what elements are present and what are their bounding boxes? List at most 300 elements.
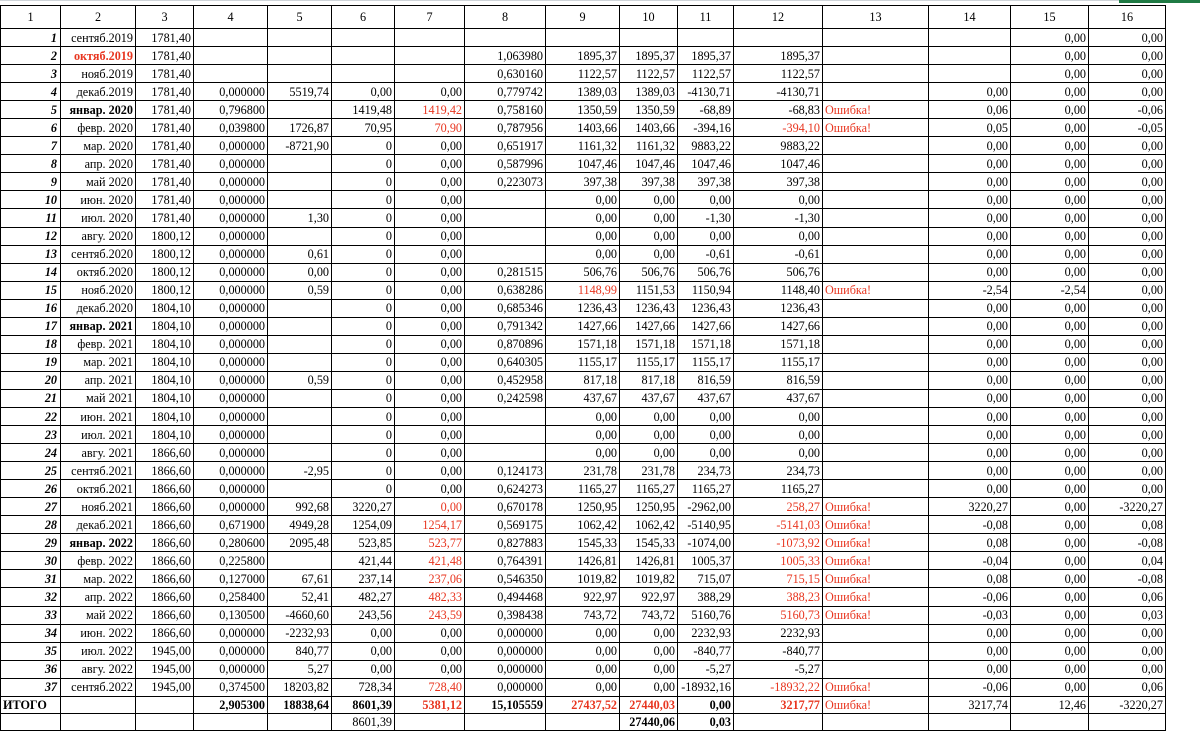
table-cell[interactable]: 397,38 — [620, 173, 678, 191]
period-cell[interactable]: сентяб.2019 — [61, 29, 136, 47]
table-cell[interactable]: 0,000000 — [194, 83, 268, 101]
table-cell[interactable]: 0,00 — [1011, 624, 1089, 642]
table-cell[interactable]: 0,374500 — [194, 678, 268, 696]
table-cell[interactable]: -394,16 — [678, 119, 734, 137]
table-cell[interactable]: 0,00 — [1011, 588, 1089, 606]
table-cell[interactable]: 1165,27 — [546, 480, 620, 498]
table-cell[interactable]: 0,00 — [1089, 444, 1166, 462]
table-cell[interactable]: 0,00 — [395, 245, 465, 263]
error-flag-cell[interactable] — [823, 173, 929, 191]
error-flag-cell[interactable]: Ошибка! — [823, 588, 929, 606]
table-cell[interactable] — [268, 444, 332, 462]
table-cell[interactable] — [465, 227, 546, 245]
table-cell[interactable]: 1804,10 — [136, 317, 194, 335]
table-cell[interactable]: 0,00 — [546, 660, 620, 678]
table-cell[interactable] — [268, 389, 332, 407]
table-cell[interactable]: 1800,12 — [136, 245, 194, 263]
table-cell[interactable]: 922,97 — [620, 588, 678, 606]
table-cell[interactable]: 0,00 — [929, 407, 1011, 425]
table-cell[interactable]: 0,00 — [395, 642, 465, 660]
row-number[interactable]: 12 — [1, 227, 61, 245]
error-flag-cell[interactable] — [823, 155, 929, 173]
table-cell[interactable]: 0,00 — [1011, 65, 1089, 83]
table-cell[interactable]: 5519,74 — [268, 83, 332, 101]
table-cell[interactable]: 0,00 — [929, 155, 1011, 173]
table-cell[interactable]: 1350,59 — [620, 101, 678, 119]
table-cell[interactable]: 1781,40 — [136, 29, 194, 47]
table-cell[interactable]: 437,67 — [546, 389, 620, 407]
table-cell[interactable]: 0,00 — [1011, 335, 1089, 353]
table-cell[interactable]: 1047,46 — [678, 155, 734, 173]
table-cell[interactable]: 243,56 — [332, 606, 395, 624]
table-cell[interactable]: 0 — [332, 173, 395, 191]
table-cell[interactable]: 0,00 — [620, 678, 678, 696]
row-number[interactable]: 27 — [1, 498, 61, 516]
table-cell[interactable]: 1427,66 — [546, 317, 620, 335]
table-cell[interactable]: 1148,99 — [546, 281, 620, 299]
row-number[interactable]: 7 — [1, 137, 61, 155]
table-cell[interactable]: 1019,82 — [620, 570, 678, 588]
table-cell[interactable] — [465, 407, 546, 425]
table-cell[interactable]: 0,827883 — [465, 534, 546, 552]
table-cell[interactable] — [268, 426, 332, 444]
period-cell[interactable]: декаб.2019 — [61, 83, 136, 101]
table-cell[interactable]: 1804,10 — [136, 407, 194, 425]
table-cell[interactable] — [620, 29, 678, 47]
table-cell[interactable]: 1062,42 — [546, 516, 620, 534]
table-cell[interactable]: 0,00 — [1011, 516, 1089, 534]
error-flag-cell[interactable]: Ошибка! — [823, 516, 929, 534]
table-cell[interactable]: 0,00 — [929, 227, 1011, 245]
table-cell[interactable]: 0,000000 — [194, 444, 268, 462]
table-cell[interactable]: 1161,32 — [546, 137, 620, 155]
period-cell[interactable]: нояб.2021 — [61, 498, 136, 516]
error-flag-cell[interactable] — [823, 299, 929, 317]
table-cell[interactable] — [929, 65, 1011, 83]
table-cell[interactable] — [332, 65, 395, 83]
check-cell[interactable] — [61, 713, 136, 730]
error-flag-cell[interactable]: Ошибка! — [823, 119, 929, 137]
table-cell[interactable]: 1866,60 — [136, 480, 194, 498]
table-cell[interactable]: 4949,28 — [268, 516, 332, 534]
error-flag-cell[interactable]: Ошибка! — [823, 498, 929, 516]
table-cell[interactable]: -18932,16 — [678, 678, 734, 696]
table-cell[interactable]: 1,30 — [268, 209, 332, 227]
table-cell[interactable]: 0,00 — [929, 624, 1011, 642]
table-cell[interactable]: 0 — [332, 371, 395, 389]
table-cell[interactable]: 0,00 — [1089, 137, 1166, 155]
table-cell[interactable]: 0,00 — [546, 227, 620, 245]
table-cell[interactable]: 0,00 — [929, 245, 1011, 263]
table-cell[interactable]: 1122,57 — [546, 65, 620, 83]
check-cell[interactable] — [268, 713, 332, 730]
period-cell[interactable]: январ. 2022 — [61, 534, 136, 552]
table-cell[interactable]: 397,38 — [678, 173, 734, 191]
table-cell[interactable]: 0,00 — [395, 83, 465, 101]
table-cell[interactable]: 1571,18 — [620, 335, 678, 353]
table-cell[interactable]: 0,03 — [1089, 606, 1166, 624]
row-number[interactable]: 37 — [1, 678, 61, 696]
column-header[interactable]: 13 — [823, 6, 929, 29]
table-cell[interactable]: 1545,33 — [620, 534, 678, 552]
table-cell[interactable]: 0,00 — [929, 426, 1011, 444]
table-cell[interactable]: 0,00 — [332, 660, 395, 678]
table-cell[interactable]: -840,77 — [734, 642, 823, 660]
table-cell[interactable]: 816,59 — [734, 371, 823, 389]
table-cell[interactable]: 0,000000 — [194, 245, 268, 263]
table-cell[interactable]: 0,00 — [620, 642, 678, 660]
table-cell[interactable]: 0,00 — [395, 155, 465, 173]
table-cell[interactable]: 0,00 — [395, 137, 465, 155]
table-cell[interactable]: 0 — [332, 353, 395, 371]
table-cell[interactable]: 1254,17 — [395, 516, 465, 534]
table-cell[interactable]: 1545,33 — [546, 534, 620, 552]
table-cell[interactable] — [546, 29, 620, 47]
table-cell[interactable]: 0,00 — [929, 444, 1011, 462]
table-cell[interactable]: 0,281515 — [465, 263, 546, 281]
table-cell[interactable] — [268, 227, 332, 245]
table-cell[interactable]: 1866,60 — [136, 552, 194, 570]
table-cell[interactable] — [465, 245, 546, 263]
column-header[interactable]: 14 — [929, 6, 1011, 29]
table-cell[interactable]: 0,000000 — [194, 371, 268, 389]
table-cell[interactable]: 817,18 — [546, 371, 620, 389]
table-cell[interactable]: 0,000000 — [465, 642, 546, 660]
table-cell[interactable]: 2095,48 — [268, 534, 332, 552]
table-cell[interactable]: 0,00 — [620, 407, 678, 425]
column-header[interactable]: 12 — [734, 6, 823, 29]
table-cell[interactable]: 506,76 — [620, 263, 678, 281]
table-cell[interactable]: 0,00 — [1011, 552, 1089, 570]
error-flag-cell[interactable]: Ошибка! — [823, 281, 929, 299]
table-cell[interactable]: 0,00 — [678, 444, 734, 462]
table-cell[interactable]: 1250,95 — [546, 498, 620, 516]
table-cell[interactable]: 0,00 — [1089, 65, 1166, 83]
error-flag-cell[interactable]: Ошибка! — [823, 534, 929, 552]
table-cell[interactable]: 1151,53 — [620, 281, 678, 299]
table-cell[interactable]: 0,00 — [1089, 480, 1166, 498]
check-cell[interactable] — [929, 713, 1011, 730]
table-cell[interactable]: 0,00 — [268, 263, 332, 281]
period-cell[interactable]: мар. 2020 — [61, 137, 136, 155]
table-cell[interactable]: -4130,71 — [734, 83, 823, 101]
table-cell[interactable]: 1781,40 — [136, 65, 194, 83]
table-cell[interactable]: 0,00 — [546, 245, 620, 263]
table-cell[interactable]: 1148,40 — [734, 281, 823, 299]
table-cell[interactable]: 523,85 — [332, 534, 395, 552]
table-cell[interactable]: 0,00 — [395, 426, 465, 444]
table-cell[interactable]: -5141,03 — [734, 516, 823, 534]
table-cell[interactable]: 0 — [332, 137, 395, 155]
table-cell[interactable]: 1150,94 — [678, 281, 734, 299]
table-cell[interactable]: 0,569175 — [465, 516, 546, 534]
table-cell[interactable]: 0,000000 — [194, 353, 268, 371]
table-cell[interactable] — [268, 191, 332, 209]
table-cell[interactable] — [268, 299, 332, 317]
table-cell[interactable]: 0,00 — [395, 389, 465, 407]
check-cell[interactable] — [823, 713, 929, 730]
table-cell[interactable]: 0,00 — [1089, 173, 1166, 191]
table-cell[interactable]: 0,00 — [395, 281, 465, 299]
check-cell[interactable] — [546, 713, 620, 730]
row-number[interactable]: 36 — [1, 660, 61, 678]
table-cell[interactable]: 922,97 — [546, 588, 620, 606]
error-flag-cell[interactable] — [823, 407, 929, 425]
table-cell[interactable]: 1155,17 — [678, 353, 734, 371]
table-cell[interactable]: 0,039800 — [194, 119, 268, 137]
table-cell[interactable]: 0,00 — [1011, 227, 1089, 245]
table-cell[interactable]: 1426,81 — [546, 552, 620, 570]
row-number[interactable]: 31 — [1, 570, 61, 588]
table-cell[interactable]: 0,00 — [678, 191, 734, 209]
error-flag-cell[interactable] — [823, 426, 929, 444]
table-cell[interactable]: 1403,66 — [546, 119, 620, 137]
table-cell[interactable]: 1350,59 — [546, 101, 620, 119]
table-cell[interactable]: 0,00 — [395, 371, 465, 389]
table-cell[interactable]: 0,00 — [332, 83, 395, 101]
table-cell[interactable]: 0,242598 — [465, 389, 546, 407]
table-cell[interactable] — [268, 353, 332, 371]
check-cell[interactable] — [136, 713, 194, 730]
table-cell[interactable]: 0,00 — [1011, 155, 1089, 173]
row-number[interactable]: 15 — [1, 281, 61, 299]
table-cell[interactable] — [929, 29, 1011, 47]
table-cell[interactable]: 1781,40 — [136, 137, 194, 155]
table-cell[interactable]: 816,59 — [678, 371, 734, 389]
table-cell[interactable]: 2232,93 — [678, 624, 734, 642]
row-number[interactable]: 26 — [1, 480, 61, 498]
table-cell[interactable]: 1403,66 — [620, 119, 678, 137]
error-flag-cell[interactable] — [823, 245, 929, 263]
table-cell[interactable]: 0,00 — [678, 426, 734, 444]
table-cell[interactable] — [268, 407, 332, 425]
row-number[interactable]: 4 — [1, 83, 61, 101]
table-cell[interactable]: 0,670178 — [465, 498, 546, 516]
table-cell[interactable]: 0,00 — [1089, 389, 1166, 407]
table-cell[interactable]: 0,00 — [395, 444, 465, 462]
table-cell[interactable]: 0,00 — [1011, 606, 1089, 624]
table-cell[interactable]: 1165,27 — [620, 480, 678, 498]
column-header[interactable]: 8 — [465, 6, 546, 29]
table-cell[interactable]: 0,00 — [1011, 444, 1089, 462]
table-cell[interactable]: -68,89 — [678, 101, 734, 119]
table-cell[interactable]: -18932,22 — [734, 678, 823, 696]
period-cell[interactable]: нояб.2019 — [61, 65, 136, 83]
table-cell[interactable]: 1254,09 — [332, 516, 395, 534]
table-cell[interactable]: -1074,00 — [678, 534, 734, 552]
period-cell[interactable]: июн. 2022 — [61, 624, 136, 642]
table-cell[interactable]: 0,00 — [1089, 624, 1166, 642]
table-cell[interactable]: 1800,12 — [136, 263, 194, 281]
table-cell[interactable]: 1804,10 — [136, 426, 194, 444]
table-cell[interactable]: 0,00 — [1089, 29, 1166, 47]
row-number[interactable]: 6 — [1, 119, 61, 137]
table-cell[interactable]: 0,00 — [678, 227, 734, 245]
period-cell[interactable]: февр. 2021 — [61, 335, 136, 353]
table-cell[interactable]: 1895,37 — [734, 47, 823, 65]
table-cell[interactable]: 0,00 — [395, 317, 465, 335]
period-cell[interactable]: апр. 2021 — [61, 371, 136, 389]
period-cell[interactable]: июл. 2022 — [61, 642, 136, 660]
table-cell[interactable]: 1866,60 — [136, 624, 194, 642]
table-cell[interactable]: 0,000000 — [465, 660, 546, 678]
table-cell[interactable]: 0,000000 — [194, 498, 268, 516]
table-cell[interactable]: 1866,60 — [136, 462, 194, 480]
table-cell[interactable]: 3220,27 — [929, 498, 1011, 516]
table-cell[interactable]: -2962,00 — [678, 498, 734, 516]
table-cell[interactable]: 1047,46 — [620, 155, 678, 173]
table-cell[interactable]: 0,00 — [1011, 137, 1089, 155]
table-cell[interactable]: 0,630160 — [465, 65, 546, 83]
error-flag-cell[interactable] — [823, 263, 929, 281]
table-cell[interactable]: 231,78 — [620, 462, 678, 480]
table-cell[interactable]: 1895,37 — [620, 47, 678, 65]
table-cell[interactable]: 0,00 — [1089, 335, 1166, 353]
table-cell[interactable]: -8721,90 — [268, 137, 332, 155]
table-cell[interactable]: 1804,10 — [136, 299, 194, 317]
error-flag-cell[interactable] — [823, 624, 929, 642]
table-cell[interactable]: -1,30 — [734, 209, 823, 227]
error-flag-cell[interactable] — [823, 227, 929, 245]
table-cell[interactable]: 0,000000 — [465, 678, 546, 696]
table-cell[interactable]: 0,05 — [929, 119, 1011, 137]
period-cell[interactable]: октяб.2019 — [61, 47, 136, 65]
row-number[interactable]: 14 — [1, 263, 61, 281]
table-cell[interactable]: 0,00 — [929, 299, 1011, 317]
table-cell[interactable]: 0,280600 — [194, 534, 268, 552]
table-cell[interactable]: 1236,43 — [678, 299, 734, 317]
table-cell[interactable]: 0,08 — [1089, 516, 1166, 534]
table-cell[interactable]: 0,00 — [546, 678, 620, 696]
table-cell[interactable]: 0,00 — [546, 426, 620, 444]
error-flag-cell[interactable] — [823, 660, 929, 678]
table-cell[interactable]: 506,76 — [546, 263, 620, 281]
table-cell[interactable]: 237,14 — [332, 570, 395, 588]
row-number[interactable]: 5 — [1, 101, 61, 119]
table-cell[interactable]: 1866,60 — [136, 534, 194, 552]
table-cell[interactable]: 1389,03 — [620, 83, 678, 101]
row-number[interactable]: 25 — [1, 462, 61, 480]
table-cell[interactable]: 743,72 — [620, 606, 678, 624]
period-cell[interactable]: авгу. 2021 — [61, 444, 136, 462]
row-number[interactable]: 17 — [1, 317, 61, 335]
period-cell[interactable]: октяб.2020 — [61, 263, 136, 281]
table-cell[interactable]: 1047,46 — [546, 155, 620, 173]
table-cell[interactable]: 0,00 — [1089, 407, 1166, 425]
table-cell[interactable]: 0,00 — [395, 498, 465, 516]
table-cell[interactable]: 0,00 — [1089, 642, 1166, 660]
table-cell[interactable]: 0,127000 — [194, 570, 268, 588]
table-cell[interactable]: -0,61 — [734, 245, 823, 263]
table-cell[interactable]: 0,00 — [929, 263, 1011, 281]
table-cell[interactable]: -0,06 — [929, 678, 1011, 696]
table-cell[interactable]: 1781,40 — [136, 83, 194, 101]
table-cell[interactable]: 1866,60 — [136, 570, 194, 588]
table-cell[interactable]: 0 — [332, 299, 395, 317]
row-number[interactable]: 34 — [1, 624, 61, 642]
table-cell[interactable]: 1800,12 — [136, 281, 194, 299]
table-cell[interactable]: 0,00 — [1011, 317, 1089, 335]
table-cell[interactable] — [395, 29, 465, 47]
table-cell[interactable]: 0 — [332, 281, 395, 299]
period-cell[interactable]: сентяб.2022 — [61, 678, 136, 696]
table-cell[interactable] — [332, 29, 395, 47]
row-number[interactable]: 28 — [1, 516, 61, 534]
table-cell[interactable] — [268, 65, 332, 83]
table-cell[interactable]: 0,61 — [268, 245, 332, 263]
table-cell[interactable]: 1804,10 — [136, 389, 194, 407]
table-cell[interactable]: 992,68 — [268, 498, 332, 516]
table-cell[interactable]: 0,624273 — [465, 480, 546, 498]
table-cell[interactable]: 2232,93 — [734, 624, 823, 642]
table-cell[interactable]: 0,000000 — [194, 389, 268, 407]
table-cell[interactable]: 1895,37 — [678, 47, 734, 65]
period-cell[interactable]: июн. 2020 — [61, 191, 136, 209]
table-cell[interactable]: 0,00 — [620, 209, 678, 227]
period-cell[interactable]: октяб.2021 — [61, 480, 136, 498]
column-header[interactable]: 16 — [1089, 6, 1166, 29]
total-cell[interactable]: 2,905300 — [194, 696, 268, 713]
error-flag-cell[interactable]: Ошибка! — [823, 552, 929, 570]
table-cell[interactable]: 1781,40 — [136, 173, 194, 191]
table-cell[interactable]: 1236,43 — [734, 299, 823, 317]
table-cell[interactable]: 0,59 — [268, 281, 332, 299]
table-cell[interactable]: 1165,27 — [678, 480, 734, 498]
table-cell[interactable]: 0,00 — [620, 191, 678, 209]
table-cell[interactable]: 0,00 — [1011, 407, 1089, 425]
table-cell[interactable]: 0,00 — [395, 227, 465, 245]
table-cell[interactable]: 1571,18 — [734, 335, 823, 353]
table-cell[interactable]: 0,685346 — [465, 299, 546, 317]
table-cell[interactable] — [268, 480, 332, 498]
table-cell[interactable]: 0,08 — [929, 534, 1011, 552]
table-cell[interactable]: 397,38 — [546, 173, 620, 191]
table-cell[interactable]: 0,223073 — [465, 173, 546, 191]
table-cell[interactable]: 0,00 — [1011, 263, 1089, 281]
table-cell[interactable]: 1781,40 — [136, 47, 194, 65]
table-cell[interactable]: -0,03 — [929, 606, 1011, 624]
table-cell[interactable]: 1781,40 — [136, 191, 194, 209]
check-cell[interactable] — [1, 713, 61, 730]
table-cell[interactable]: 0,00 — [734, 426, 823, 444]
table-cell[interactable]: 388,23 — [734, 588, 823, 606]
table-cell[interactable]: 0,00 — [395, 407, 465, 425]
table-cell[interactable]: 1426,81 — [620, 552, 678, 570]
table-cell[interactable]: 67,61 — [268, 570, 332, 588]
total-cell[interactable]: 18838,64 — [268, 696, 332, 713]
table-cell[interactable]: 0,640305 — [465, 353, 546, 371]
table-cell[interactable]: 0,06 — [929, 101, 1011, 119]
check-cell[interactable] — [734, 713, 823, 730]
table-cell[interactable]: 1122,57 — [734, 65, 823, 83]
table-cell[interactable]: 817,18 — [620, 371, 678, 389]
table-cell[interactable]: 1945,00 — [136, 642, 194, 660]
total-cell[interactable]: 0,00 — [678, 696, 734, 713]
table-cell[interactable]: 0,764391 — [465, 552, 546, 570]
table-cell[interactable]: 1866,60 — [136, 606, 194, 624]
table-cell[interactable]: 1005,37 — [678, 552, 734, 570]
table-cell[interactable]: 1122,57 — [620, 65, 678, 83]
total-cell[interactable]: 3217,77 — [734, 696, 823, 713]
table-cell[interactable]: 388,29 — [678, 588, 734, 606]
table-cell[interactable]: 0,452958 — [465, 371, 546, 389]
table-cell[interactable]: 0,000000 — [194, 407, 268, 425]
period-cell[interactable]: май 2021 — [61, 389, 136, 407]
column-header[interactable]: 7 — [395, 6, 465, 29]
error-flag-cell[interactable] — [823, 371, 929, 389]
table-cell[interactable]: -68,83 — [734, 101, 823, 119]
table-cell[interactable]: 1236,43 — [546, 299, 620, 317]
